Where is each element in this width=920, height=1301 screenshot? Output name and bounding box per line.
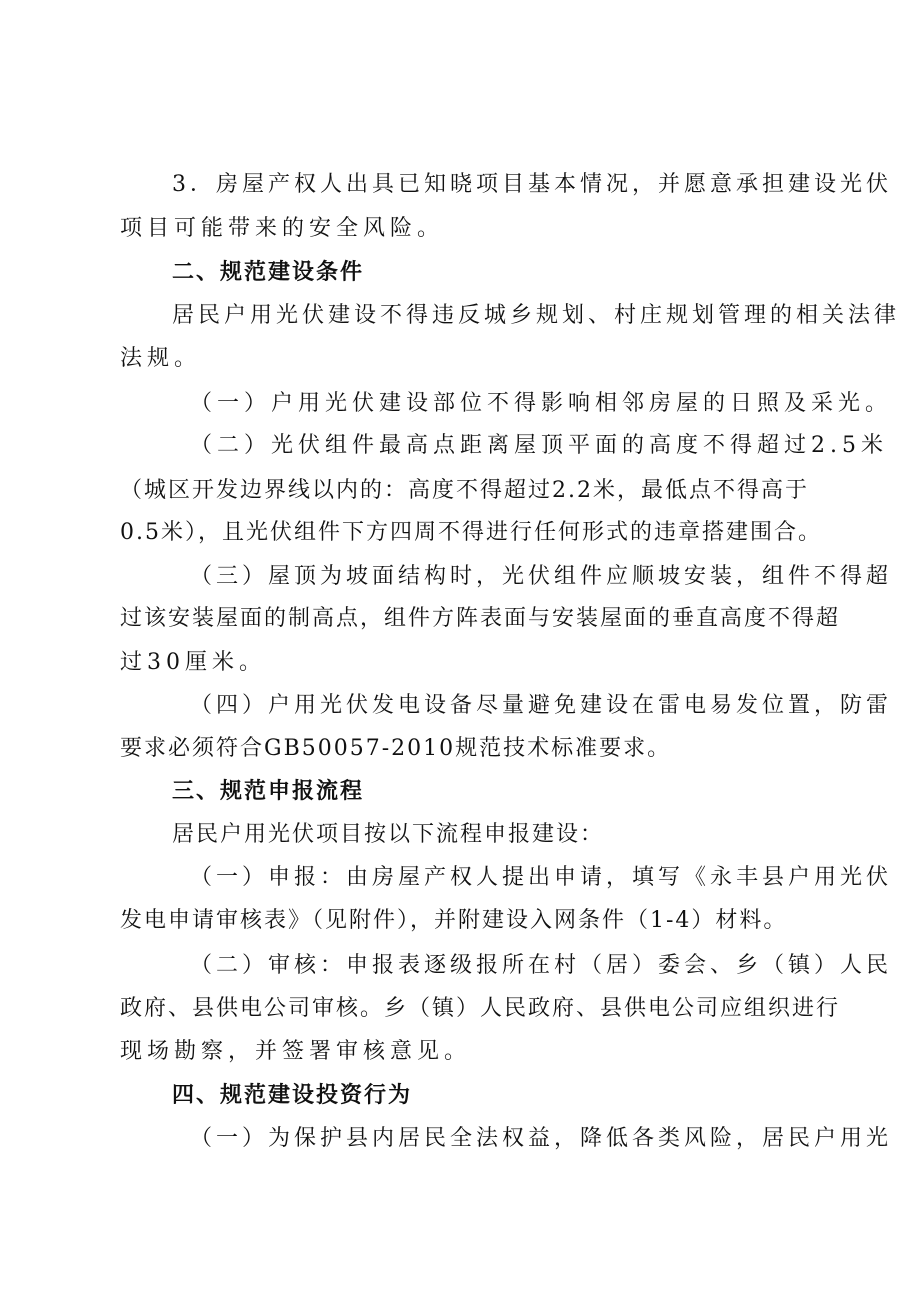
paragraph-line: （城区开发边界线以内的：高度不得超过2.2米，最低点不得高于 (120, 478, 809, 503)
paragraph-line: 政府、县供电公司审核。乡（镇）人民政府、县供电公司应组织进行 (120, 996, 841, 1021)
paragraph-line: （二）审核：申报表逐级报所在村（居）委会、乡（镇）人民 (190, 953, 893, 978)
paragraph-line: （二）光伏组件最高点距离屋顶平面的高度不得超过2.5米 (190, 433, 888, 458)
paragraph-line: 现场勘察，并签署审核意见。 (120, 1039, 472, 1064)
section-heading: 二、规范建设条件 (172, 260, 365, 285)
section-heading: 三、规范申报流程 (172, 779, 365, 804)
paragraph-line: 发电申请审核表》（见附件），并附建设入网条件（1-4）材料。 (120, 908, 788, 933)
paragraph-line: 居民户用光伏建设不得违反城乡规划、村庄规划管理的相关法律 (172, 303, 901, 328)
paragraph-line: （一）户用光伏建设部位不得影响相邻房屋的日照及采光。 (190, 391, 893, 416)
paragraph-line: 过该安装屋面的制高点，组件方阵表面与安装屋面的垂直高度不得超 (120, 606, 841, 631)
paragraph-line: 0.5米），且光伏组件下方四周不得进行任何形式的违章搭建围合。 (120, 520, 822, 545)
paragraph-line: （三）屋顶为坡面结构时，光伏组件应顺坡安装，组件不得超 (190, 564, 893, 589)
paragraph-line: 3．房屋产权人出具已知晓项目基本情况，并愿意承担建设光伏 (172, 172, 892, 197)
paragraph-line: 项目可能带来的安全风险。 (120, 216, 445, 241)
section-heading: 四、规范建设投资行为 (172, 1083, 413, 1108)
paragraph-line: （四）户用光伏发电设备尽量避免建设在雷电易发位置，防雷 (190, 693, 893, 718)
paragraph-line: 法规。 (120, 346, 202, 371)
paragraph-line: 居民户用光伏项目按以下流程申报建设： (172, 822, 605, 847)
paragraph-line: （一）为保护县内居民全法权益，降低各类风险，居民户用光 (190, 1126, 893, 1151)
paragraph-line: （一）申报：由房屋产权人提出申请，填写《永丰县户用光伏 (190, 865, 893, 890)
paragraph-line: 过30厘米。 (120, 650, 266, 675)
paragraph-line: 要求必须符合GB50057-2010规范技术标准要求。 (120, 736, 672, 761)
